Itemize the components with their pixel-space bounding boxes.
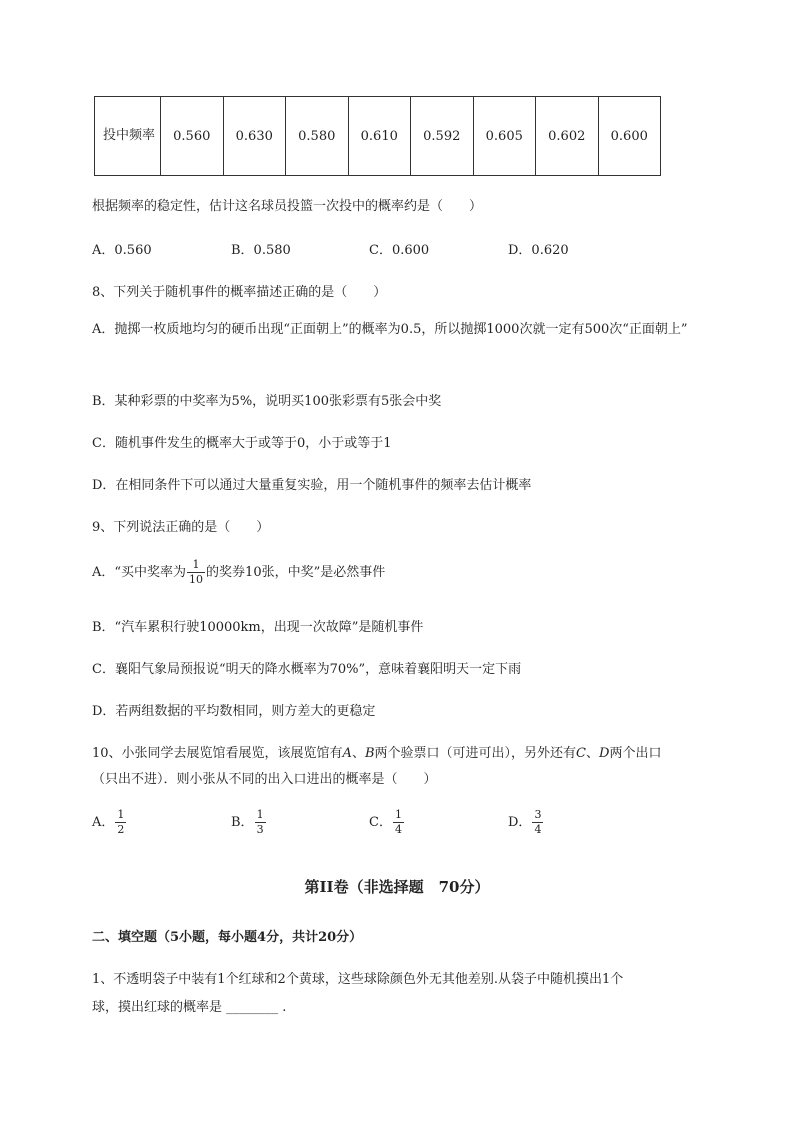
fraction-numerator: 1 bbox=[394, 808, 402, 821]
q10-stem-part2: 两个验票口（可进可出），另外还有 bbox=[374, 746, 577, 761]
table-cell: 0.610 bbox=[348, 97, 411, 176]
q7-option-d: D．0.620 bbox=[508, 243, 569, 258]
table-cell: 0.600 bbox=[598, 97, 661, 176]
q9-stem: 9、下列说法正确的是（ ） bbox=[92, 520, 270, 535]
fraction bbox=[532, 808, 543, 837]
table-row bbox=[95, 97, 661, 176]
q9-option-c: C．襄阳气象局预报说“明天的降水概率为70%”，意味着襄阳明天一定下雨 bbox=[92, 662, 522, 677]
q9-option-d: D．若两组数据的平均数相同，则方差大的更稳定 bbox=[92, 704, 376, 719]
option-label: C． bbox=[369, 815, 392, 830]
fraction bbox=[187, 558, 205, 587]
var-c: C bbox=[576, 746, 586, 761]
option-label: B． bbox=[231, 815, 254, 830]
q7-option-b: B．0.580 bbox=[231, 243, 291, 258]
var-d: D bbox=[599, 746, 610, 761]
q10-option-d bbox=[508, 808, 544, 837]
q7-option-a: A．0.560 bbox=[92, 243, 152, 258]
q10-option-a bbox=[92, 808, 127, 837]
q9-option-b: B．“汽车累积行驶10000km，出现一次故障”是随机事件 bbox=[92, 620, 424, 635]
fraction bbox=[115, 808, 126, 837]
q8-stem: 8、下列关于随机事件的概率描述正确的是（ ） bbox=[92, 285, 387, 300]
q9-option-a-suffix: 的奖券10张，中奖”是必然事件 bbox=[206, 565, 386, 580]
section-subtitle: 二、填空题（5小题，每小题4分，共计20分） bbox=[92, 930, 363, 945]
q8-option-b: B．某种彩票的中奖率为5%，说明买100张彩票有5张会中奖 bbox=[92, 394, 442, 409]
fraction-numerator: 1 bbox=[256, 808, 264, 821]
option-label: A． bbox=[92, 815, 115, 830]
table-cell: 0.605 bbox=[473, 97, 536, 176]
q10-option-b bbox=[231, 808, 267, 837]
q8-option-c: C．随机事件发生的概率大于或等于0，小于或等于1 bbox=[92, 436, 392, 451]
var-b: B bbox=[364, 746, 375, 761]
q9-option-a-prefix: A．“买中奖率为 bbox=[92, 565, 187, 580]
q9-option-a bbox=[92, 558, 385, 588]
table-cell: 0.592 bbox=[411, 97, 474, 176]
table-cell: 0.630 bbox=[223, 97, 286, 176]
q8-option-d: D．在相同条件下可以通过大量重复实验，用一个随机事件的频率去估计概率 bbox=[92, 478, 532, 493]
option-label: D． bbox=[508, 815, 532, 830]
fraction-denominator: 4 bbox=[394, 823, 402, 836]
fill1-line1: 1、不透明袋子中装有1个红球和2个黄球，这些球除颜色外无其他差别.从袋子中随机摸出1个 bbox=[92, 972, 624, 987]
q10-option-c bbox=[369, 808, 405, 837]
table-cell: 0.602 bbox=[536, 97, 599, 176]
fraction-numerator: 1 bbox=[187, 558, 205, 573]
frequency-table bbox=[94, 96, 661, 176]
q10-stem-line2: （只出不进）．则小张从不同的出入口进出的概率是（ ） bbox=[92, 772, 437, 787]
q10-stem-part1: 10、小张同学去展览馆看展览，该展览馆有 bbox=[92, 746, 343, 761]
fraction bbox=[393, 808, 404, 837]
table-header-cell: 投中频率 bbox=[95, 97, 161, 176]
table-cell: 0.560 bbox=[161, 97, 224, 176]
fraction-denominator: 4 bbox=[534, 823, 542, 836]
fraction-denominator: 3 bbox=[256, 823, 264, 836]
q10-stem-part3: 两个出口 bbox=[609, 746, 662, 761]
fraction-denominator: 10 bbox=[189, 573, 204, 586]
section-title: 第II卷（非选择题 70分） bbox=[304, 878, 490, 896]
q10-stem-line1 bbox=[92, 742, 661, 761]
separator: 、 bbox=[585, 746, 599, 761]
fraction-numerator: 3 bbox=[534, 808, 542, 821]
separator: 、 bbox=[351, 746, 365, 761]
fill1-line2: 球，摸出红球的概率是 ________ . bbox=[92, 1000, 287, 1015]
fraction bbox=[255, 808, 266, 837]
var-a: A bbox=[342, 746, 352, 761]
q7-stem: 根据频率的稳定性，估计这名球员投篮一次投中的概率约是（ ） bbox=[92, 199, 483, 214]
table-cell: 0.580 bbox=[286, 97, 349, 176]
q7-option-c: C．0.600 bbox=[369, 243, 430, 258]
q8-option-a: A．抛掷一枚质地均匀的硬币出现“正面朝上”的概率为0.5，所以抛掷1000次就一定有500次“正面朝上” bbox=[92, 322, 688, 337]
fraction-numerator: 1 bbox=[117, 808, 125, 821]
fraction-denominator: 2 bbox=[117, 823, 125, 836]
